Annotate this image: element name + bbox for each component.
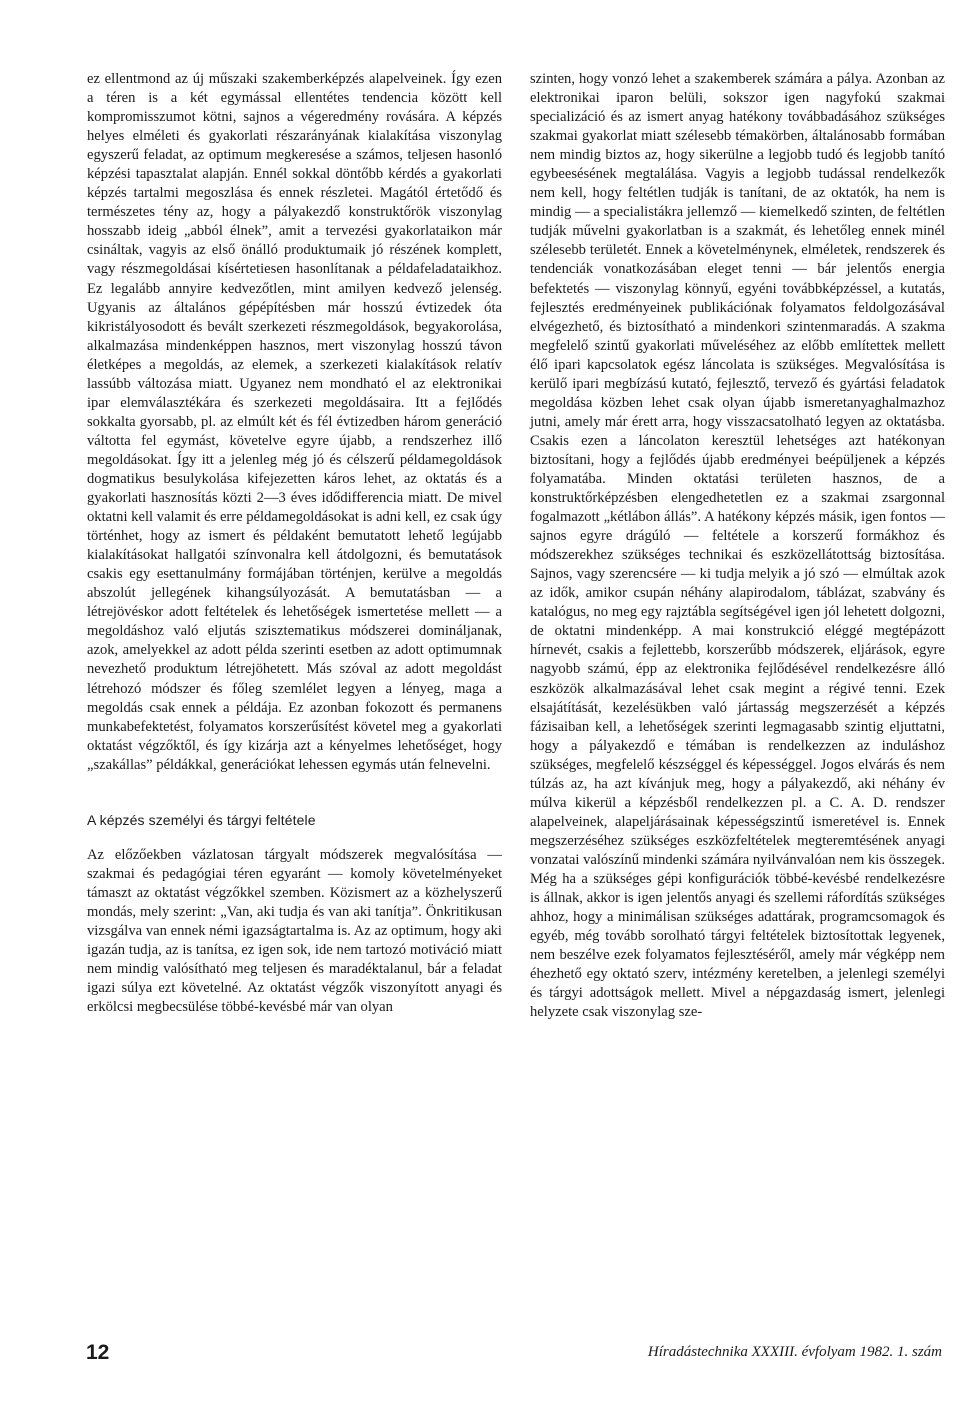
left-paragraph-2: Az előzőekben vázlatosan tárgyalt módszerek megvalósítása — szakmai és pedagógiai téren egyaránt — komoly követelményeket támaszt az oktatást végzőkkel szemben. Közismert az a közhelyszerű mondás, mely szerint: „Van, aki tudja és van aki tanítja”. Önkritikusan vizsgálva van ennek némi igazságtartalma is. Az az optimum, hogy aki igazán tudja, az is tanítsa, ez igen sok, ide nem tartozó motiváció miatt nem mindig valósítható meg teljesen és maradéktalanul, bár a feladat igazi súlya ezt követelné. Az oktatást végzők viszonyított anyagi és erkölcsi megbecsülése többé-kevésbé már van olyan	[87, 846, 502, 1016]
section-heading: A képzés személyi és tárgyi feltétele	[87, 811, 316, 828]
right-column	[530, 70, 945, 1022]
page-number: 12	[86, 1341, 110, 1364]
right-paragraph-1: szinten, hogy vonzó lehet a szakemberek számára a pálya. Azonban az elektronikai iparon belüli, sokszor igen nagyfokú szakmai specializáció és az ismert anyag hatékony továbbadásához szükséges szakmai gyakorlat miatt szélesebb témakörben, általánosabb formában nem mindig biztos az, hogy sikerülne a legjobb tudó és legjobb tanító egybeesésének megtalálása. Vagyis a legjobb tudással rendelkezők nem kell, hogy feltétlen tudják is tanítani, de az oktatók, ha nem is mindig — a specialistákra jellemző — kiemelkedő szinten, de feltétlen tudják művelni gyakorlatban is a szakmát, és lehetőleg ennek minél szélesebb területét. Ennek a követelménynek, elméletek, rendszerek és tendenciák vonatkozásában eleget tenni — bár jelentős energia befektetés — viszonylag könnyű, egyéni továbbképzéssel, a kutatás, fejlesztés eredményeinek publikációnak folyamatos feldolgozásával elvégezhető, és biztosítható a mindenkori szintenmaradás. A szakma megfelelő szintű gyakorlati műveléséhez az előbb említettek mellett élő ipari kapcsolatok egész láncolata is szükséges. Megvalósítása is kerülő ipari megbízású kutató, fejlesztő, tervező és gyártási feladatok megoldása közben lehet csak olyan újabb ismeretanyaghalmazhoz jutni, amely már érett arra, hogy visszacsatolható legyen az oktatásba. Csakis ezen a láncolaton keresztül lehetséges azt hatékonyan biztosítani, hogy a fejlődés újabb eredményei beépüljenek a képzés folyamatába. Minden oktatási területen hasznos, de a konstruktőrképzésben elengedhetetlen ez a szakmai zsargonnal fogalmazott „kétlábon állás”. A hatékony képzés másik, igen fontos — sajnos egyre drágúló — feltétele a korszerű formákhoz és módszerekhez szükséges technikai és eszközellátottság biztosítása. Sajnos, vagy szerencsére — ki tudja melyik a jó szó — elmúltak azok az idők, amikor csupán néhány alapirodalom, táblázat, szabvány és katalógus, no meg egy rajztábla segítségével igen jól lehetett dolgozni, de oktatni mindenképp. A mai konstrukció eléggé megtépázott hírnevét, csakis a fejlettebb, korszerűbb módszerek, eljárások, egyre nagyobb számú, épp az elektronika fejlődésével rendelkezésre álló eszközök alkalmazásával lehet csak megint a régivé tenni. Ezek elsajátítását, kezelésükben való jártasság megszerzését a képzés fázisaiban kell, a lehetőségek szerinti legmagasabb szintig eljuttatni, hogy a pályakezdő e témában is rendelkezzen az induláshoz szükséges, megfelelő készséggel és képességgel. Jogos elvárás és nem túlzás az, ha azt kívánjuk meg, hogy a pályakezdő, aki néhány év múlva kikerül a képzésből rendelkezzen pl. a C. A. D. rendszer alapelveinek, alapeljárásainak képességszintű ismeretével is. Ennek megszerzéséhez szükséges eszközfeltételek megteremtésének anyagi vonzatai valószínű mindenki számára nyilvánvalóan nem kis összegek. Még ha a szükséges gépi konfigurációk többé-kevésbé rendelkezésre is állnak, akkor is igen jelentős anyagi és szellemi ráfordítás szükséges ahhoz, hogy a minimálisan szükséges adattárak, programcsomagok és egyéb, még tovább sorolható tárgyi feltételek biztosítottak legyenek, nem beszélve ezek folyamatos fejlesztéséről, amely már végképp nem éhezhető egy oktató szerv, intézmény keretelben, a jelenlegi személyi és tárgyi adottságok mellett. Mivel a népgazdaság ismert, jelenlegi helyzete csak viszonylag sze-	[530, 71, 945, 1021]
left-column	[87, 70, 502, 1017]
left-paragraph-1: ez ellentmond az új műszaki szakemberképzés alapelveinek. Így ezen a téren is a két egymással ellentétes tendencia között kell kompromisszumot kötni, sajnos a végeredmény rovására. A képzés helyes elméleti és gyakorlati részarányának kialakítása viszonylag egyszerű feladat, az optimum megkeresése a számos, teljesen hasonló képzési tapasztalat alapján. Ennél sokkal döntőbb kérdés a gyakorlati képzés tartalmi megoszlása és ennek részletei. Magától értetődő és természetes tény az, hogy a pályakezdő konstruktőrök viszonylag hosszabb ideig „abból élnek”, amit a tervezési gyakorlataikon már csináltak, vagyis az első önálló produktumaik jó részének komplett, vagy részmegoldásai kísértetiesen hasonlítanak a példafeladataikhoz. Ez legalább annyire kedvezőtlen, mint amilyen kedvező jelenség. Ugyanis az általános gépépítésben már hosszú évtizedek óta kikristályosodott és bevált szerkezeti részmegoldások, begyakorolása, alkalmazása mindenképpen hasznos, mert viszonylag hosszú távon életképes a megoldás, az elemek, a szerkezeti kialakítások relatív lassúbb változása miatt. Ugyanez nem mondható el az elektronikai ipar elemválasztékára és szerkezeti megoldásaira. Itt a fejlődés sokkalta gyorsabb, pl. az elmúlt két és fél évtizedben három generáció váltotta fel egymást, követelve egyre újabb, a rendszerhez illő megoldásokat. Így itt a jelenleg még jó és célszerű példamegoldások dogmatikus besulykolása kifejezetten káros lehet, az oktatás és a gyakorlati hasznosítás közti 2—3 éves idődifferencia miatt. De mivel oktatni kell valamit és erre példamegoldásokat is adni kell, ez csak úgy történhet, hogy az ismert és példaként bemutatott lehető legújabb kialakításokat hallgatói színvonalra kell átdolgozni, és bemutatások csakis egy esettanulmány formájában történjen, kerülve a megoldás abszolút jellegének kihangsúlyozását. A bemutatásban — a létrejövéskor adott feltételek és lehetőségek ismertetése mellett — a megoldáshoz való eljutás szisztematikus módszerei domináljanak, azok, amelyekkel az adott példa szerinti esetben az adott optimumnak nevezhető produktum létrejöhetett. Más szóval az adott megoldást létrehozó módszer és főleg szemlélet legyen a lényeg, maga a megoldás csak ennek a példája. Ez azonban fokozott és permanens munkabefektetést, folyamatos korszerűsítést követel meg a gyakorlati oktatást végzőktől, és így kizárja azt a kényelmes lehetőséget, hogy „szakállas” példákkal, generációkat lehessen egymás után felnevelni.	[87, 71, 502, 773]
journal-reference: Híradástechnika XXXIII. évfolyam 1982. 1. szám	[647, 1344, 942, 1360]
